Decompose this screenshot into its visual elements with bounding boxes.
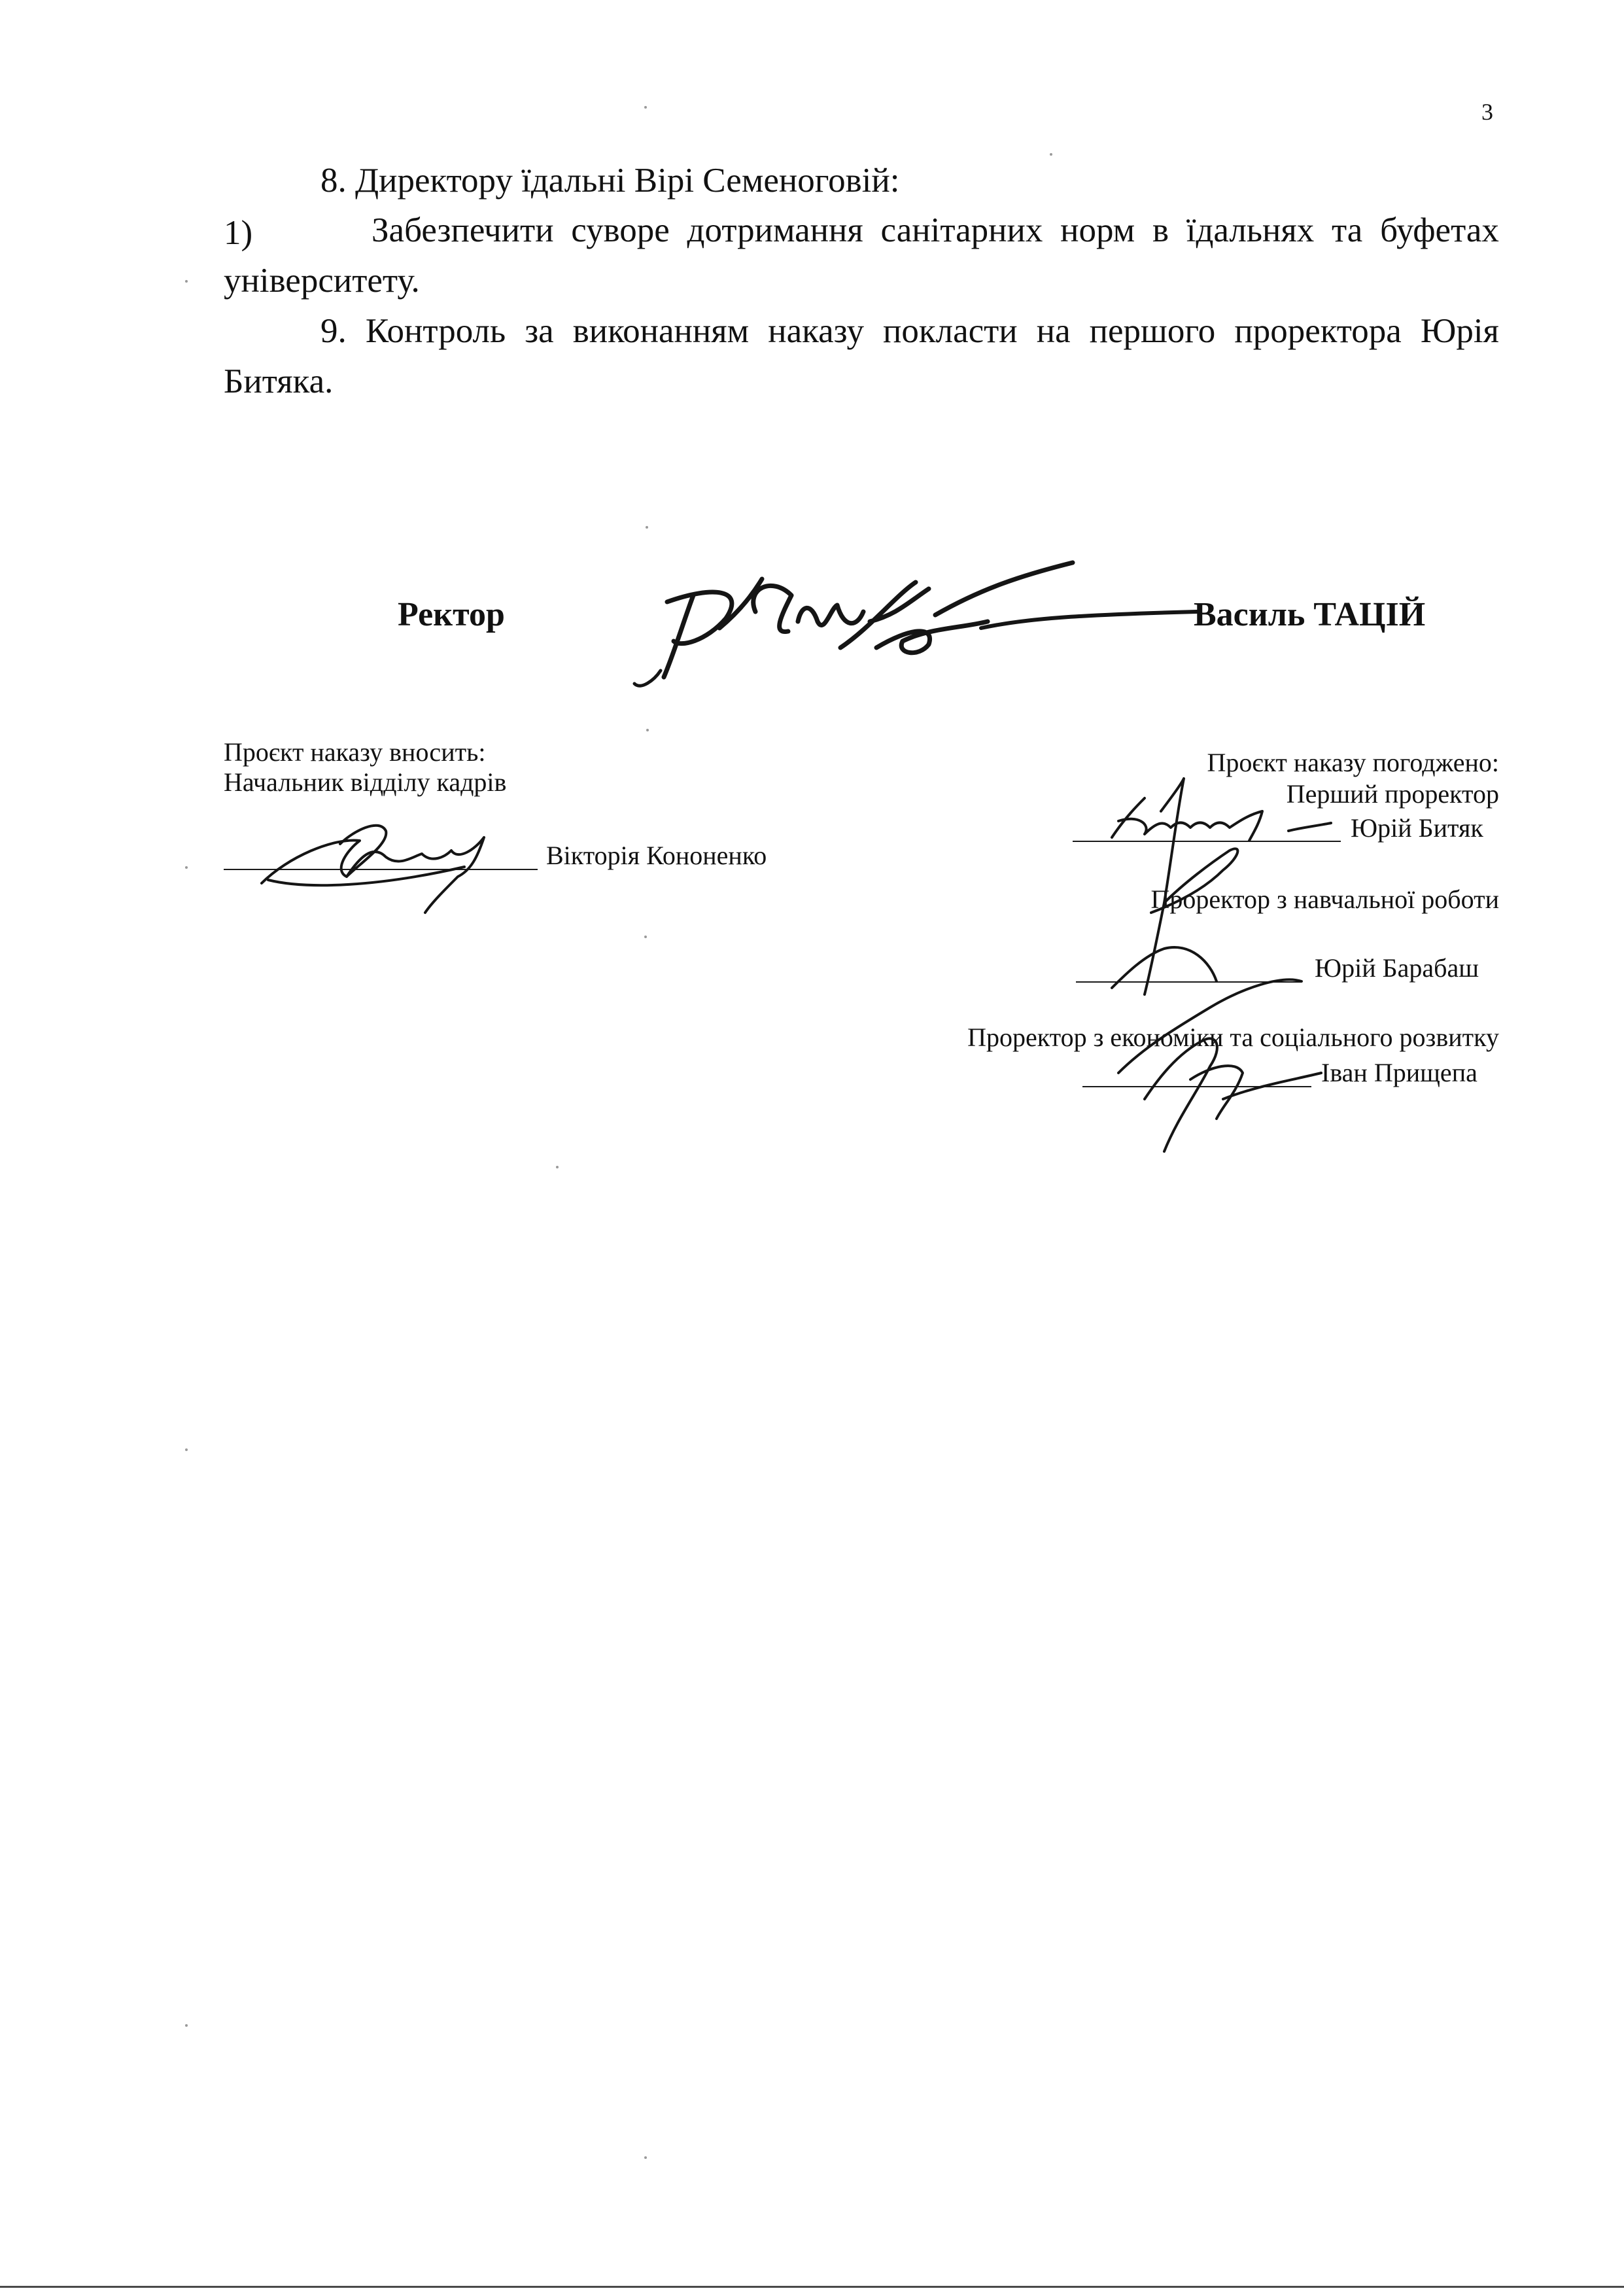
word: 9. — [320, 312, 347, 350]
rector-title: Ректор — [398, 596, 505, 633]
scan-speck — [556, 1166, 559, 1168]
item-9-text — [320, 314, 1499, 349]
word: в — [1152, 211, 1169, 249]
scan-speck — [646, 729, 649, 731]
submitted-position: Начальник відділу кадрів — [224, 767, 507, 797]
scan-speck — [185, 280, 188, 283]
word: суворе — [571, 211, 670, 249]
scan-speck — [185, 866, 188, 869]
item-8-1-number: 1) — [224, 214, 253, 252]
signer-3-position: Проректор з економіки та соціального розвитку — [967, 1023, 1499, 1052]
word: та — [1332, 211, 1363, 249]
word: за — [525, 312, 554, 350]
word: проректора — [1234, 312, 1402, 350]
item-8-heading: 8. Директору їдальні Вірі Семеноговій: — [320, 162, 900, 200]
scan-speck — [185, 2024, 188, 2027]
scan-speck — [644, 106, 647, 109]
word: наказу — [768, 312, 864, 350]
submitted-signature — [249, 792, 536, 916]
signer-1-name: Юрій Битяк — [1351, 813, 1483, 843]
item-9-continuation: Битяка. — [224, 362, 334, 400]
word: виконанням — [572, 312, 750, 350]
submitted-name: Вікторія Кононенко — [546, 841, 767, 870]
signer-3-name: Іван Прищепа — [1321, 1058, 1477, 1087]
rector-signature — [621, 550, 1210, 693]
word: Забезпечити — [371, 211, 554, 249]
word: норм — [1060, 211, 1135, 249]
item-8-1-continuation: університету. — [224, 262, 420, 300]
scan-speck — [644, 936, 647, 938]
scan-bottom-edge — [0, 2286, 1624, 2288]
item-8-1-text — [371, 213, 1499, 248]
rector-name: Василь ТАЦІЙ — [1194, 596, 1426, 633]
word: першого — [1089, 312, 1216, 350]
word: буфетах — [1380, 211, 1499, 249]
word: покласти — [883, 312, 1018, 350]
signer-2-position: Проректор з навчальної роботи — [1150, 885, 1499, 914]
word: санітарних — [880, 211, 1043, 249]
signer-1-position: Перший проректор — [1286, 779, 1499, 809]
word: їдальнях — [1186, 211, 1315, 249]
word: на — [1036, 312, 1071, 350]
scan-speck — [644, 2156, 647, 2159]
word: дотримання — [687, 211, 863, 249]
signer-2-name: Юрій Барабаш — [1315, 953, 1479, 983]
word: Контроль — [365, 312, 506, 350]
submitted-heading: Проєкт наказу вносить: — [224, 737, 486, 767]
word: Юрія — [1420, 312, 1499, 350]
scan-speck — [646, 526, 648, 529]
page-number: 3 — [1481, 99, 1493, 125]
scan-speck — [1050, 153, 1052, 156]
scan-speck — [185, 1448, 188, 1451]
approved-heading: Проєкт наказу погоджено: — [1207, 748, 1499, 777]
signer-3-signature — [1105, 968, 1380, 1165]
